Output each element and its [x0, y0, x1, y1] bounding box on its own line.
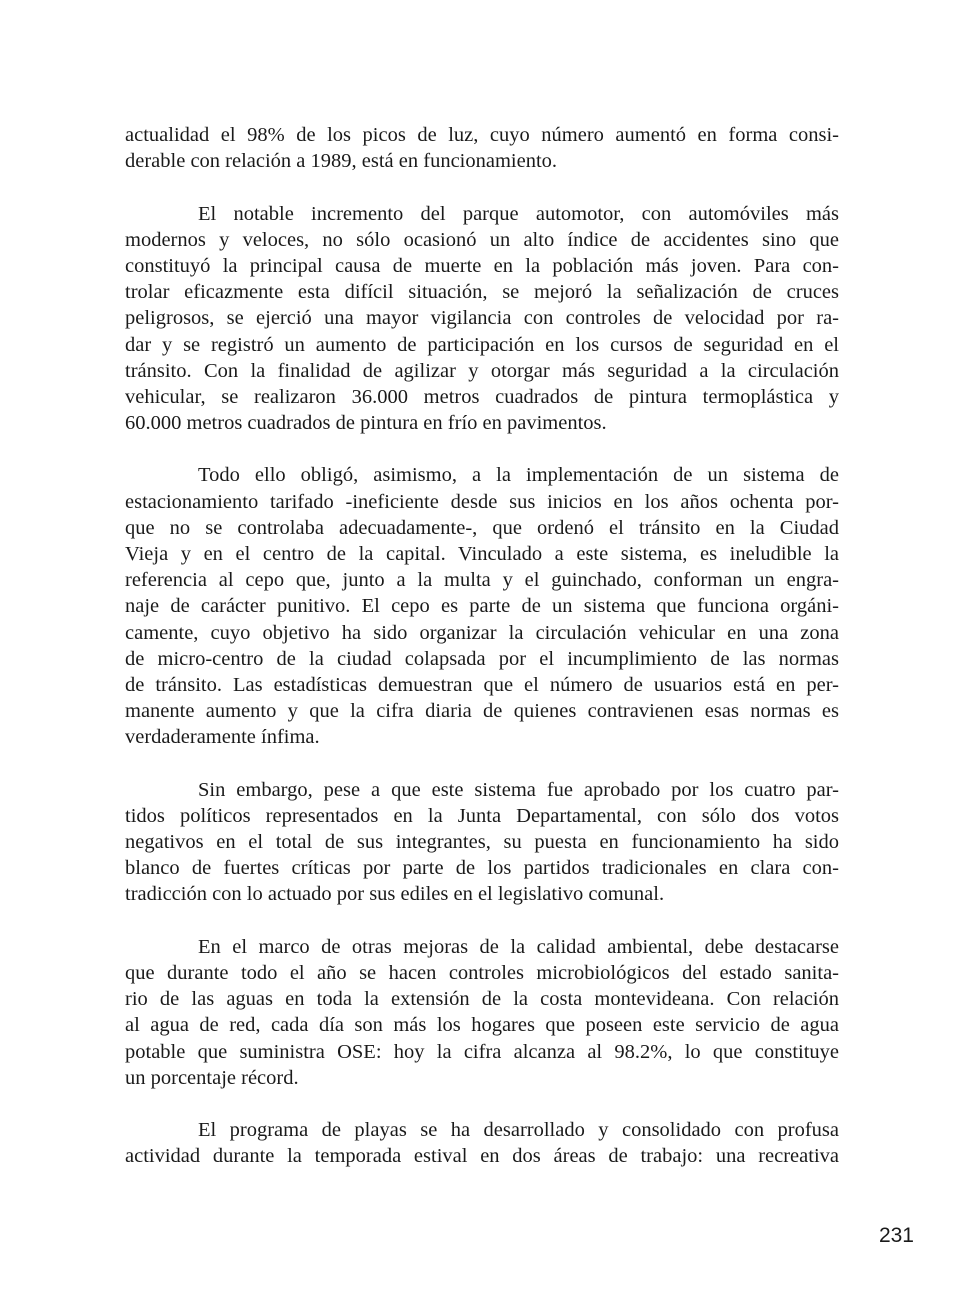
text-line: verdaderamente ínfima.	[125, 726, 320, 749]
text-line: camente, cuyo objetivo ha sido organizar la circulación vehicular en una zona	[125, 621, 839, 644]
text-line: de micro-centro de la ciudad colapsada por el incumplimiento de las normas	[125, 647, 839, 670]
text-line: trolar eficazmente esta difícil situación, se mejoró la señalización de cruces	[125, 281, 839, 304]
page-number: 231	[878, 1224, 914, 1247]
paragraph	[125, 122, 839, 174]
text-line: tránsito. Con la finalidad de agilizar y otorgar más seguridad a la circulación	[125, 359, 839, 382]
text-line: Todo ello obligó, asimismo, a la implementación de un sistema de	[198, 464, 839, 487]
text-line: referencia al cepo que, junto a la multa y el guinchado, conforman un engra-	[125, 569, 839, 592]
text-line: derable con relación a 1989, está en funcionamiento.	[125, 150, 558, 173]
text-line: En el marco de otras mejoras de la calidad ambiental, debe destacarse	[198, 935, 839, 958]
text-line: manente aumento y que la cifra diaria de quienes contravienen esas normas es	[125, 700, 839, 723]
paragraph	[125, 201, 839, 437]
text-line: El programa de playas se ha desarrollado y consolidado con profusa	[198, 1119, 839, 1142]
text-line: estacionamiento tarifado -ineficiente desde sus inicios en los años ochenta por-	[125, 490, 839, 513]
text-line: tidos políticos representados en la Junta Departamental, con sólo dos votos	[125, 804, 839, 827]
text-line: Vieja y en el centro de la capital. Vinculado a este sistema, es ineludible la	[125, 543, 839, 565]
text-line: de tránsito. Las estadísticas demuestran que el número de usuarios está en per-	[125, 673, 839, 696]
text-line: al agua de red, cada día son más los hogares que poseen este servicio de agua	[125, 1014, 839, 1037]
text-line: vehicular, se realizaron 36.000 metros cuadrados de pintura termoplástica y	[125, 385, 839, 408]
text-line: naje de carácter punitivo. El cepo es parte de un sistema que funciona orgáni-	[125, 595, 839, 618]
paragraph	[125, 462, 839, 750]
text-line: potable que suministra OSE: hoy la cifra alcanza al 98.2%, lo que constituye	[125, 1040, 839, 1063]
text-line: constituyó la principal causa de muerte en la población más joven. Para con-	[125, 254, 839, 277]
text-line: actividad durante la temporada estival en dos áreas de trabajo: una recreativa	[125, 1145, 839, 1168]
text-line: que durante todo el año se hacen controles microbiológicos del estado sanita-	[125, 962, 839, 984]
text-line: dar y se registró un aumento de participación en los cursos de seguridad en el	[125, 333, 839, 356]
body-text	[125, 122, 839, 1196]
text-line: Sin embargo, pese a que este sistema fue aprobado por los cuatro par-	[198, 778, 839, 801]
text-line: El notable incremento del parque automotor, con automóviles más	[198, 202, 839, 225]
text-line: actualidad el 98% de los picos de luz, cuyo número aumentó en forma consi-	[125, 124, 839, 146]
text-line: 60.000 metros cuadrados de pintura en frío en pavimentos.	[125, 412, 607, 435]
paragraph	[125, 934, 839, 1091]
text-line: tradicción con lo actuado por sus ediles en el legislativo comunal.	[125, 883, 665, 906]
text-line: blanco de fuertes críticas por parte de los partidos tradicionales en clara con-	[125, 857, 839, 880]
paragraph	[125, 1117, 839, 1169]
paragraph	[125, 777, 839, 908]
text-line: modernos y veloces, no sólo ocasionó un alto índice de accidentes sino que	[125, 228, 839, 251]
text-line: rio de las aguas en toda la extensión de la costa montevideana. Con relación	[125, 988, 839, 1011]
text-line: peligrosos, se ejerció una mayor vigilancia con controles de velocidad por ra-	[125, 307, 839, 330]
text-line: que no se controlaba adecuadamente-, que ordenó el tránsito en la Ciudad	[125, 516, 839, 539]
text-line: un porcentaje récord.	[125, 1066, 299, 1089]
text-line: negativos en el total de sus integrantes, su puesta en funcionamiento ha sido	[125, 831, 839, 854]
